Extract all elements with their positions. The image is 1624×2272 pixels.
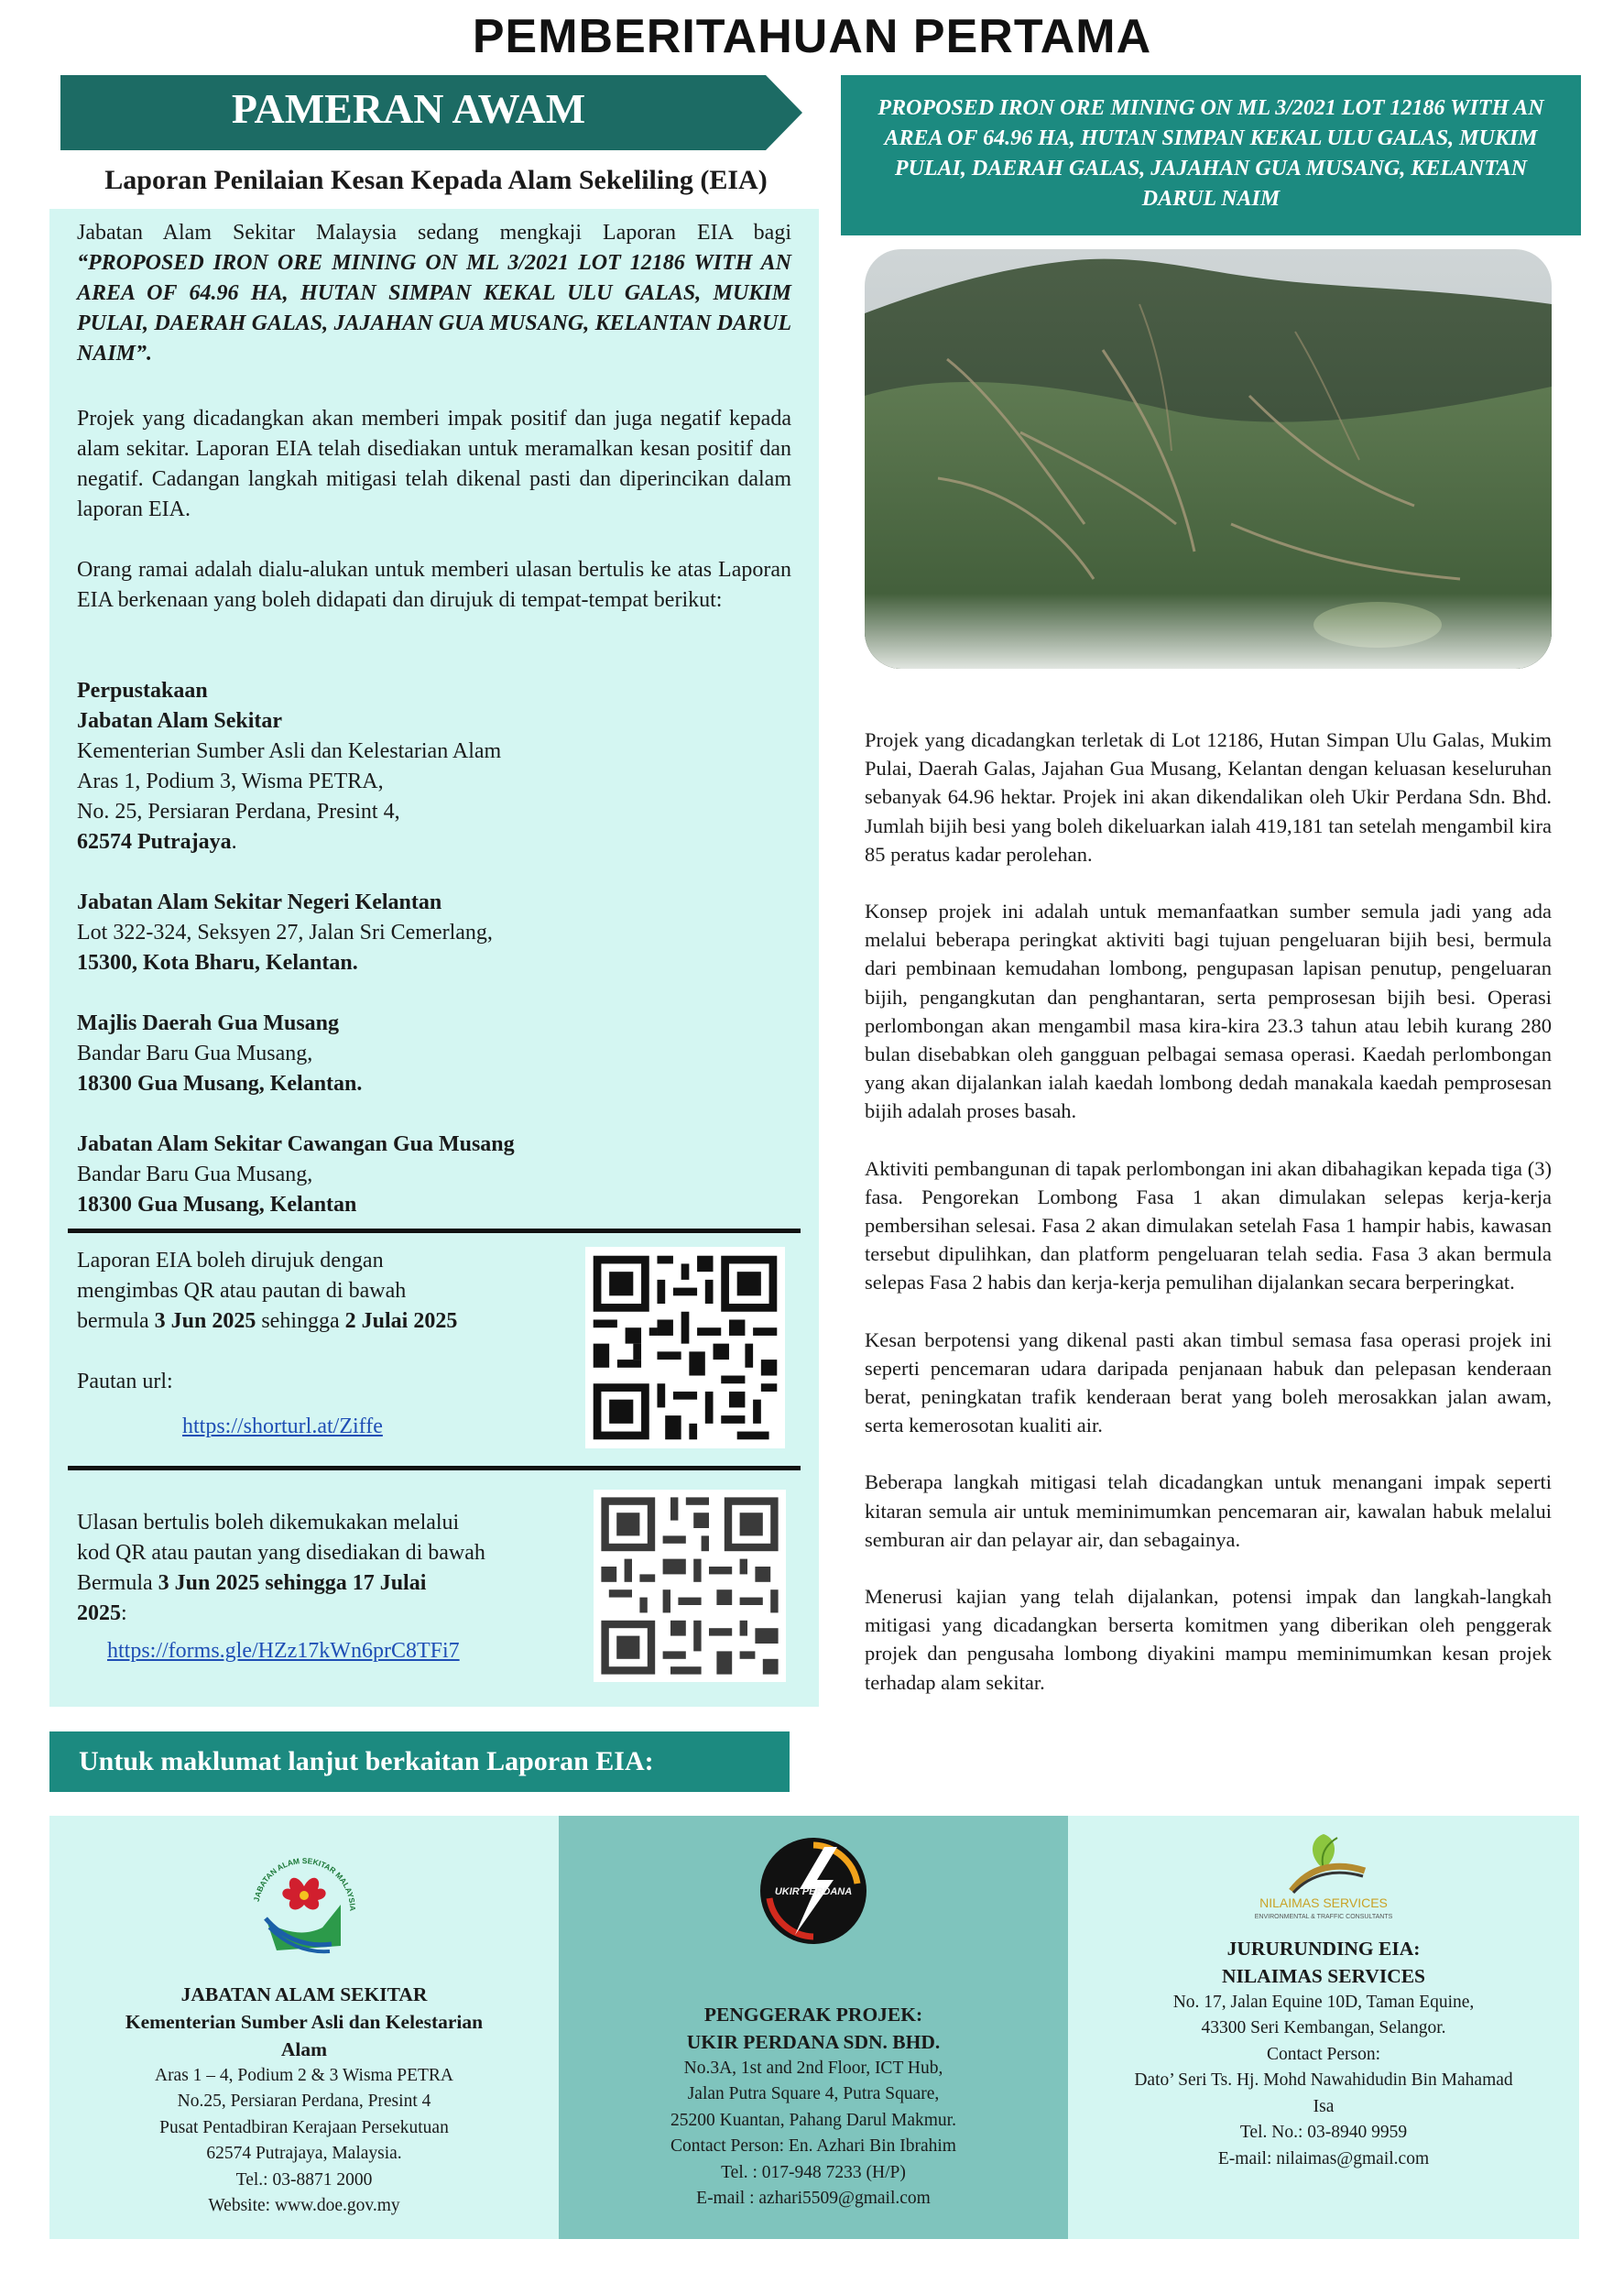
project-site-aerial-photo: [865, 249, 1552, 669]
qr1-date-mid: sehingga: [256, 1309, 345, 1333]
location-majlis-line: Bandar Baru Gua Musang,: [77, 1042, 313, 1065]
qr1-line: Laporan EIA boleh dirujuk dengan: [77, 1249, 384, 1273]
qr-code-report[interactable]: [585, 1247, 785, 1448]
qr1-line: mengimbas QR atau pautan di bawah: [77, 1279, 407, 1303]
qr1-date-prefix: bermula: [77, 1309, 155, 1333]
location-majlis-postcode: 18300 Gua Musang, Kelantan.: [77, 1072, 363, 1096]
consultant-address-line: No. 17, Jalan Equine 10D, Taman Equine,: [1172, 1992, 1475, 2012]
location-majlis-heading: Majlis Daerah Gua Musang: [77, 1011, 340, 1035]
pameran-awam-banner: [60, 75, 802, 150]
doe-logo: [240, 1836, 368, 1964]
location-library: [77, 676, 791, 857]
description-paragraph-mitigation: Beberapa langkah mitigasi telah dicadangkan untuk menangani impak seperti kitaran semula air untuk meminimumkan pencemaran air, kawalan habuk melalui semburan air dan pelayar air, dan sebagainya.: [865, 1470, 1552, 1551]
proponent-address-line: 25200 Kuantan, Pahang Darul Makmur.: [670, 2110, 956, 2130]
proponent-name: UKIR PERDANA SDN. BHD.: [686, 2030, 941, 2053]
consultant-contact-label: Contact Person:: [1266, 2044, 1381, 2064]
doe-address-line: No.25, Persiaran Perdana, Presint 4: [177, 2092, 431, 2111]
location-library-line: Aras 1, Podium 3, Wisma PETRA,: [77, 770, 384, 793]
url-label: Pautan url:: [77, 1370, 173, 1393]
invitation-paragraph: Orang ramai adalah dialu-alukan untuk memberi ulasan bertulis ke atas Laporan EIA berkenaan yang boleh didapati dan dirujuk di tempat-tempat berikut:: [77, 558, 791, 612]
eia-subtitle: Laporan Penilaian Kesan Kepada Alam Sekeliling (EIA): [104, 165, 768, 195]
nilaimas-logo-text: NILAIMAS SERVICES: [1259, 1895, 1388, 1910]
location-jas-kelantan-postcode: 15300, Kota Bharu, Kelantan.: [77, 951, 358, 975]
project-title-header: [841, 75, 1581, 235]
location-majlis-daerah: [77, 1009, 791, 1099]
qr2-suffix: :: [121, 1601, 127, 1625]
ukir-logo-text: UKIR PERDANA: [774, 1886, 853, 1897]
comment-form-link[interactable]: https://forms.gle/HZz17kWn6prC8TFi7: [107, 1639, 460, 1663]
location-library-line: No. 25, Persiaran Perdana, Presint 4,: [77, 800, 400, 824]
location-library-suffix: .: [231, 830, 237, 854]
pameran-awam-title: PAMERAN AWAM: [231, 85, 586, 132]
footer-proponent: [559, 1816, 1068, 2239]
location-jas-kelantan-heading: Jabatan Alam Sekitar Negeri Kelantan: [77, 890, 442, 914]
proponent-contact: Contact Person: En. Azhari Bin Ibrahim: [670, 2136, 956, 2156]
location-library-heading-2: Jabatan Alam Sekitar: [77, 709, 283, 733]
location-jas-gm-heading: Jabatan Alam Sekitar Cawangan Gua Musang: [77, 1132, 515, 1156]
description-paragraph-concept: Konsep projek ini adalah untuk memanfaatkan sumber semula jadi yang ada melalui beberapa peringkat aktiviti bagi tujuan pengeluaran bijih besi, bermula dari pembinaan kemudahan lombong, pengupasan lapisan penutup, pengeluaran bijih, pengangkutan dan penghantaran, serta pemprosesan bijih besi. Operasi perlombongan akan mengambil masa kira-kira 23.3 tahun atau lebih kurang 280 bulan disebabkan oleh gangguan pelbagai semasa operasi. Kaedah perlombongan yang akan dijalankan ialah kaedah lombong dedah manakala kaedah pemprosesan bijih adalah proses basah.: [865, 900, 1552, 1123]
description-paragraph-impacts: Kesan berpotensi yang dikenal pasti akan timbul semasa fasa operasi projek ini seperti pencemaran udara daripada penjanaan habuk dan pelepasan kenderaan berat, peningkatan trafik kenderaan berat yang boleh merosakkan jalan awam, serta kemerosotan kualiti air.: [865, 1327, 1552, 1437]
proponent-address-line: No.3A, 1st and 2nd Floor, ICT Hub,: [683, 2058, 943, 2078]
contact-footer: [49, 1816, 1579, 2239]
consultant-email: E-mail: nilaimas@gmail.com: [1217, 2148, 1430, 2168]
location-jas-gm-line: Bandar Baru Gua Musang,: [77, 1163, 313, 1186]
qr2-line: kod QR atau pautan yang disediakan di bawah: [77, 1541, 485, 1565]
intro-paragraph: [77, 218, 791, 369]
description-paragraph-phases: Aktiviti pembangunan di tapak perlombongan ini akan dibahagikan kepada tiga (3) fasa. Pengorekan Lombong Fasa 1 akan dimulakan selepas kerja-kerja pembersihan selesai. Fasa 2 akan dimulakan setelah Fasa 1 hampir habis, kawasan tersebut dipulihkan, dan platform pengeluaran telah sedia. Fasa 3 akan bermula selepas Fasa 2 habis dan kerja-kerja pemulihan dijalankan secara berperingkat.: [865, 1156, 1552, 1294]
intro-project-name: “PROPOSED IRON ORE MINING ON ML 3/2021 LOT 12186 WITH AN AREA OF 64.96 HA, HUTAN SIMPAN KEKAL ULU GALAS, MUKIM PULAI, DAERAH GALAS, JAJAHAN GUA MUSANG, KELANTAN DARUL NAIM”.: [77, 251, 791, 366]
doe-website: Website: www.doe.gov.my: [208, 2196, 400, 2215]
project-title-text: PROPOSED IRON ORE MINING ON ML 3/2021 LOT 12186 WITH AN AREA OF 64.96 HA, HUTAN SIMPAN KEKAL ULU GALAS, MUKIM PULAI, DAERAH GALAS, JAJAHAN GUA MUSANG, KELANTAN DARUL NAIM: [877, 96, 1544, 211]
doe-name: JABATAN ALAM SEKITAR: [180, 1983, 428, 2005]
project-description: [865, 726, 1552, 1725]
divider: [68, 1466, 801, 1470]
proponent-address-line: Jalan Putra Square 4, Putra Square,: [687, 2084, 940, 2103]
location-library-postcode: 62574 Putrajaya: [77, 830, 232, 854]
location-jas-gua-musang: [77, 1130, 791, 1220]
page-title: PEMBERITAHUAN PERTAMA: [472, 10, 1152, 63]
proponent-email: E-mail : azhari5509@gmail.com: [696, 2189, 931, 2208]
proponent-label: PENGGERAK PROJEK:: [703, 2003, 923, 2026]
doe-address-line: Aras 1 – 4, Podium 2 & 3 Wisma PETRA: [154, 2065, 454, 2085]
report-url-link[interactable]: https://shorturl.at/Ziffe: [182, 1415, 383, 1438]
qr2-end-year: 2025: [77, 1601, 121, 1625]
qr2-line: Ulasan bertulis boleh dikemukakan melalui: [77, 1511, 460, 1535]
doe-address-line: Pusat Pentadbiran Kerajaan Persekutuan: [159, 2117, 449, 2137]
description-paragraph-location: Projek yang dicadangkan terletak di Lot 12186, Hutan Simpan Ulu Galas, Mukim Pulai, Daerah Galas, Jajahan Gua Musang, Kelantan dengan keluasan keseluruhan sebanyak 64.96 hektar. Projek ini akan dikendalikan oleh Ukir Perdana Sdn. Bhd. Jumlah bijih besi yang boleh dikeluarkan ialah 419,181 tan setelah mengambil kira 85 peratus kadar perolehan.: [865, 728, 1552, 866]
doe-address-line: 62574 Putrajaya, Malaysia.: [206, 2144, 402, 2163]
footer-consultant: [1068, 1816, 1579, 2239]
description-paragraph-conclusion: Menerusi kajian yang telah dijalankan, potensi impak dan langkah-langkah mitigasi yang dicadangkan berserta komitmen yang diberikan oleh penggerak projek dan pengusaha lombong diyakini mampu meminimumkan kesan projek terhadap alam sekitar.: [865, 1585, 1552, 1694]
doe-logo-text: JABATAN ALAM SEKITAR MALAYSIA: [251, 1855, 358, 1912]
qr1-end-date: 2 Julai 2025: [344, 1309, 458, 1333]
consultant-label: JURURUNDING EIA:: [1226, 1937, 1421, 1960]
nilaimas-logo: [1237, 1825, 1411, 1926]
ukir-perdana-logo: [749, 1827, 877, 1955]
footer-doe: [49, 1816, 559, 2239]
consultant-contact-person-cont: Isa: [1313, 2096, 1335, 2116]
left-info-panel: [49, 209, 819, 1707]
qr1-start-date: 3 Jun 2025: [154, 1309, 256, 1333]
consultant-contact-person: Dato’ Seri Ts. Hj. Mohd Nawahidudin Bin Mahamad: [1134, 2070, 1513, 2090]
consultant-name: NILAIMAS SERVICES: [1221, 1964, 1426, 1987]
more-info-banner: Untuk maklumat lanjut berkaitan Laporan EIA:: [49, 1731, 790, 1792]
doe-ministry: Kementerian Sumber Asli dan Kelestarian: [125, 2010, 484, 2033]
proponent-phone: Tel. : 017-948 7233 (H/P): [721, 2162, 906, 2182]
location-jas-kelantan-line: Lot 322-324, Seksyen 27, Jalan Sri Cemerlang,: [77, 921, 493, 945]
consultant-address-line: 43300 Seri Kembangan, Selangor.: [1201, 2018, 1446, 2037]
location-library-heading: Perpustakaan: [77, 679, 208, 703]
aerial-photo-illustration: [865, 249, 1552, 669]
qr-block-report: [77, 1246, 590, 1442]
qr2-date-range: 3 Jun 2025 sehingga 17 Julai: [158, 1571, 427, 1595]
doe-ministry-cont: Alam: [280, 2037, 328, 2060]
location-jas-gm-postcode: 18300 Gua Musang, Kelantan: [77, 1193, 357, 1217]
qr-block-comments: [77, 1508, 608, 1666]
divider: [68, 1229, 801, 1233]
impact-paragraph: Projek yang dicadangkan akan memberi impak positif dan juga negatif kepada alam sekitar. Laporan EIA telah disediakan untuk meramalkan kesan positif dan negatif. Cadangan langkah mitigasi telah dikenal pasti dan diperincikan dalam laporan EIA.: [77, 407, 791, 521]
location-jas-kelantan: [77, 888, 791, 978]
doe-phone: Tel.: 03-8871 2000: [235, 2169, 373, 2190]
intro-prefix: Jabatan Alam Sekitar Malaysia sedang mengkaji Laporan EIA bagi: [77, 221, 791, 245]
location-library-line: Kementerian Sumber Asli dan Kelestarian Alam: [77, 739, 502, 763]
qr2-date-prefix: Bermula: [77, 1571, 158, 1595]
nilaimas-logo-tagline: ENVIRONMENTAL & TRAFFIC CONSULTANTS: [1254, 1914, 1393, 1920]
consultant-phone: Tel. No.: 03-8940 9959: [1239, 2123, 1408, 2142]
qr-code-comments[interactable]: [594, 1490, 786, 1682]
